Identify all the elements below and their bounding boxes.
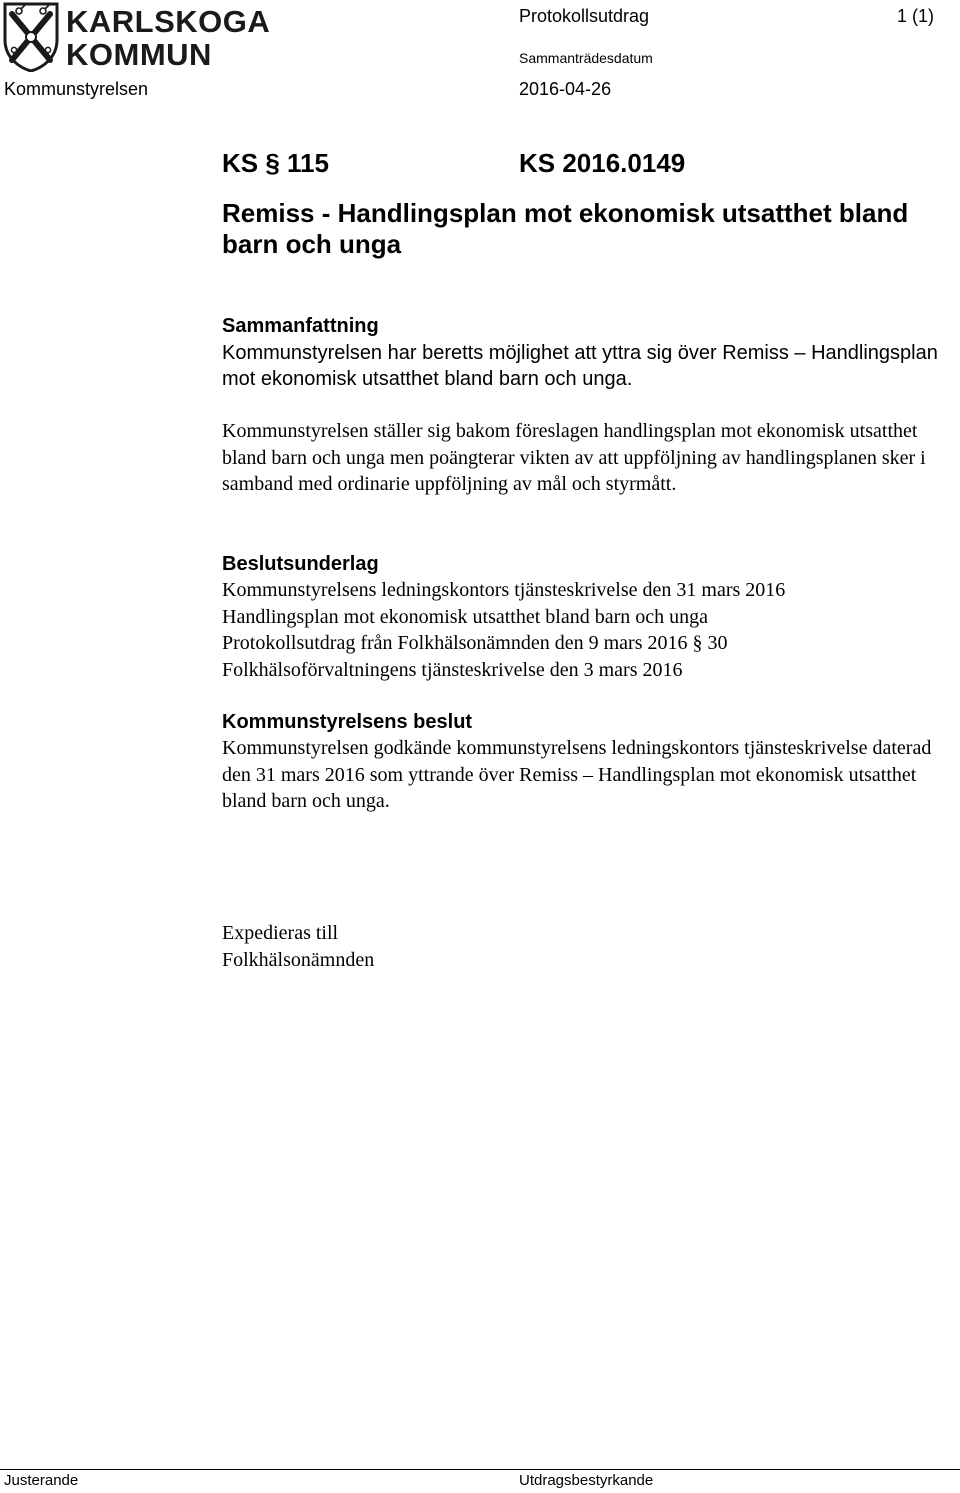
logo-text-karlskoga: KARLSKOGA [66, 4, 271, 39]
diary-number: KS 2016.0149 [519, 148, 686, 178]
basis-item: Kommunstyrelsens ledningskontors tjänsteskrivelse den 31 mars 2016 [222, 579, 786, 601]
document-type: Protokollsutdrag [519, 6, 650, 26]
signed-by-label: Justerande [4, 1472, 79, 1489]
basis-item: Folkhälsoförvaltningens tjänsteskrivelse den 3 mars 2016 [222, 658, 683, 681]
coat-of-arms-icon [2, 2, 60, 72]
decision-heading: Kommunstyrelsens beslut [222, 711, 473, 733]
summary-text: Kommunstyrelsen har beretts möjlighet att yttra sig över Remiss – Handlingsplan mot ekonomisk utsatthet bland barn och unga. [222, 342, 938, 390]
municipality-logo [2, 2, 271, 72]
case-number: KS § 115 [222, 148, 329, 178]
case-title: Remiss - Handlingsplan mot ekonomisk utsatthet bland barn och unga [222, 198, 909, 259]
decision-text: Kommunstyrelsen godkände kommunstyrelsens ledningskontors tjänsteskrivelse daterad den 31 mars 2016 som yttrande över Remiss – Handlingsplan mot ekonomisk utsatthet bland barn och unga. [222, 737, 932, 813]
department-name: Kommunstyrelsen [4, 79, 149, 99]
footer-divider [0, 1469, 960, 1470]
dispatch-label: Expedieras till [222, 922, 339, 944]
basis-heading: Beslutsunderlag [222, 553, 379, 575]
certified-by-label: Utdragsbestyrkande [519, 1472, 654, 1489]
summary-heading: Sammanfattning [222, 315, 379, 337]
logo-text-kommun: KOMMUN [66, 37, 212, 72]
page-number: 1 (1) [897, 6, 935, 26]
dispatch-recipient: Folkhälsonämnden [222, 948, 375, 971]
meeting-date-label: Sammanträdesdatum [519, 50, 653, 66]
meeting-date: 2016-04-26 [519, 79, 612, 99]
dispatch-block [222, 920, 622, 973]
basis-item: Handlingsplan mot ekonomisk utsatthet bland barn och unga [222, 605, 709, 628]
basis-item: Protokollsutdrag från Folkhälsonämnden den 9 mars 2016 § 30 [222, 632, 728, 655]
position-text: Kommunstyrelsen ställer sig bakom föreslagen handlingsplan mot ekonomisk utsatthet bland barn och unga men poängterar vikten av att uppföljning av handlingsplanen sker i samband med ordinarie uppföljning av mål och styrmått. [222, 420, 926, 496]
basis-list [222, 577, 942, 683]
